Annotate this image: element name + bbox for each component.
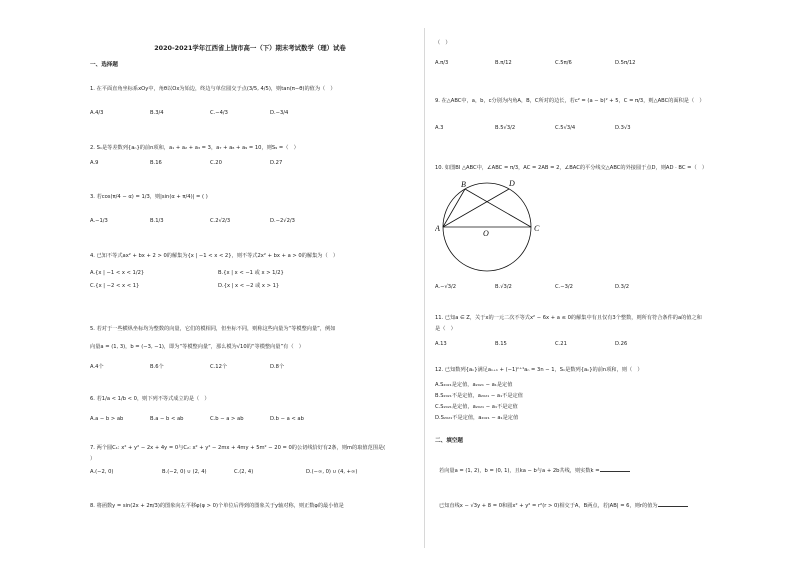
- question-9-options: [435, 125, 735, 132]
- option-c: C.−3/2: [555, 284, 573, 290]
- option-b: B.1/3: [150, 218, 164, 224]
- question-5-line-1: 5. 若对于一些横纵坐标均为整数的向量，它们的模相同，但坐标不同，则称这些向量为“等模整向量”，例如: [90, 326, 336, 332]
- option-c: C.{x | −2 < x < 1}: [90, 282, 140, 289]
- option-d: D.5π/12: [615, 60, 636, 66]
- fill-question-1-text: 若向量a = (1, 2)，b = (0, 1)，且ka − b与a + 2b共线，则实数k =: [439, 468, 600, 474]
- question-5-options: [90, 364, 390, 371]
- label-d: D: [509, 179, 515, 188]
- option-a: A.{x | −1 < x < 1/2}: [90, 270, 145, 276]
- option-a: A.4/3: [90, 110, 104, 116]
- option-a: A.(−2, 0): [90, 469, 114, 475]
- question-8-options: [435, 60, 735, 67]
- question-3: 3. 若cos(π/4 − α) = 1/3，则|sin(α + π/4)| = ( ): [90, 194, 208, 200]
- option-b: B.15: [495, 341, 507, 347]
- question-8: 8. 将函数y = sin(2x + 2π/3)的图象向左平移φ(φ > 0)个单位后得到的图象关于y轴对称，则正数φ的最小值是: [90, 503, 344, 509]
- question-10: 10. 如图BI △ABC中，∠ABC = π/3，AC = 2AB = 2，∠BAC的平分线交△ABC的外接圆于点D，则AD · BC =（ ）: [435, 165, 708, 171]
- option-d: D.{x | x < −2 或 x > 1}: [218, 282, 280, 289]
- option-a: A.S₂₀₂₁是定值，a₂₀₂₁ − a₁是定值: [435, 382, 513, 388]
- segment-ad: [443, 189, 509, 227]
- question-7: 7. 两个圆C₁: x² + y² − 2x + 4y = 0与C₂: x² + y² − 2mx + 4my + 5m² − 20 = 0的公切线恰好有2条，则m的取值范围是(: [90, 445, 386, 451]
- answer-blank: [600, 471, 630, 472]
- question-4-options: [90, 270, 350, 295]
- option-a: A.3: [435, 125, 444, 131]
- option-a: A.a − b > ab: [90, 416, 124, 422]
- option-c: C.(2, 4): [234, 469, 254, 475]
- option-b: B.{x | x < −1 或 x > 1/2}: [218, 270, 284, 276]
- question-12: 12. 已知数列{aₙ}满足aₙ₊₁ + (−1)ⁿ⁺¹aₙ = 3n − 1，Sₙ是数列{aₙ}的前n项和，则（ ）: [435, 367, 643, 373]
- fill-question-2: [439, 503, 764, 510]
- right-column: [435, 0, 760, 562]
- option-d: D.8个: [270, 364, 285, 370]
- option-a: A.−√3/2: [435, 284, 457, 290]
- option-c: C.20: [210, 160, 222, 166]
- question-1: 1. 在平面直角坐标系xOy中，角θ以Ox为始边，终边与单位圆交于点(3/5, 4/5)，则tan(π−θ)的值为（ ）: [90, 86, 336, 92]
- option-b: B.5√3/2: [495, 125, 516, 131]
- option-b: B.3/4: [150, 110, 164, 116]
- question-7-tail: ）: [90, 456, 96, 462]
- option-c: C.2√2/3: [210, 218, 231, 224]
- question-8-tail: （ ）: [435, 40, 451, 46]
- section-heading-choice: 一、选择题: [90, 62, 118, 68]
- option-d: D.−3/4: [270, 110, 289, 116]
- question-9: 9. 在△ABC中，a，b，c分别为内角A，B，C所对的边长，若c² = (a − b)² + 5，C = π/3，则△ABC的面积是（ ）: [435, 98, 705, 104]
- option-d: D.3/2: [615, 284, 629, 290]
- segment-ab: [443, 189, 465, 227]
- exam-title: 2020-2021学年江西省上饶市高一（下）期末考试数学（理）试卷: [154, 44, 346, 52]
- label-o: O: [483, 229, 489, 238]
- question-11-options: [435, 341, 735, 348]
- question-2-options: [90, 160, 390, 167]
- option-a: A.9: [90, 160, 99, 166]
- question-5-line-2: 向量a = (1, 3)，b = (−3, −1)，即为“等模整向量”，那么模为√10的“等模整向量”有（ ）: [90, 344, 304, 350]
- option-d: D.S₂₀₂₁不是定值，a₂₀₂₁ − a₁是定值: [435, 415, 519, 421]
- option-d: D.26: [615, 341, 628, 347]
- question-11-line-2: 是（ ）: [435, 326, 456, 332]
- question-6-options: [90, 416, 390, 423]
- option-d: D.3√3: [615, 125, 631, 131]
- option-b: B.S₂₀₂₁不是定值，a₂₀₂₁ − a₁不是定值: [435, 393, 523, 399]
- question-6: 6. 若1/a < 1/b < 0，则下列不等式成立的是（ ）: [90, 396, 210, 402]
- fill-question-1: [439, 468, 764, 475]
- option-d: D.27: [270, 160, 283, 166]
- question-7-options: [90, 469, 390, 476]
- left-column: [90, 0, 410, 562]
- option-a: A.4个: [90, 364, 104, 370]
- question-3-options: [90, 218, 390, 225]
- question-1-options: [90, 110, 390, 117]
- label-c: C: [534, 224, 540, 233]
- option-a: A.−1/3: [90, 218, 108, 224]
- answer-blank: [658, 506, 688, 507]
- option-b: B.√3/2: [495, 284, 512, 290]
- segment-bc: [465, 189, 531, 227]
- column-divider: [424, 28, 425, 548]
- option-b: B.(−2, 0) ∪ (2, 4): [162, 469, 207, 475]
- option-b: B.a − b < ab: [150, 416, 184, 422]
- option-b: B.16: [150, 160, 162, 166]
- question-12-options: [435, 382, 523, 426]
- question-2: 2. Sₙ是等差数列{aₙ}的前n项和，a₁ + a₂ + a₃ = 3，a₇ + a₈ + a₉ = 10，则S₉ =（ ）: [90, 145, 299, 151]
- option-c: C.−4/3: [210, 110, 228, 116]
- question-10-options: [435, 284, 735, 291]
- question-4: 4. 已知不等式ax² + bx + 2 > 0的解集为{x | −1 < x < 2}，则不等式2x² + bx + a > 0的解集为（ ）: [90, 253, 339, 259]
- option-a: A.π/3: [435, 60, 449, 66]
- option-b: B.6个: [150, 364, 164, 370]
- option-d: D.−2√2/3: [270, 218, 295, 224]
- option-b: B.π/12: [495, 60, 512, 66]
- option-d: D.b − a < ab: [270, 416, 304, 422]
- option-c: C.5√3/4: [555, 125, 576, 131]
- label-a: A: [435, 224, 440, 233]
- circle-figure: [435, 176, 545, 276]
- question-11-line-1: 11. 已知a ∈ Z，关于x的一元二次不等式x² − 6x + a ≤ 0的解集中有且仅有3个整数，则所有符合条件的a的值之和: [435, 315, 702, 321]
- option-d: D.(−∞, 0) ∪ (4, +∞): [306, 469, 358, 475]
- section-heading-fill: 二、填空题: [435, 438, 463, 444]
- option-c: C.5π/6: [555, 60, 572, 66]
- option-c: C.21: [555, 341, 567, 347]
- option-c: C.b − a > ab: [210, 416, 244, 422]
- label-b: B: [461, 180, 466, 189]
- option-c: C.S₂₀₂₁是定值，a₂₀₂₁ − a₁不是定值: [435, 404, 518, 410]
- fill-question-2-text: 已知直线x − √3y + 8 = 0和圆x² + y² = r²(r > 0)相交于A，B两点，若|AB| = 6，则r的值为: [439, 503, 658, 509]
- option-a: A.13: [435, 341, 447, 347]
- option-c: C.12个: [210, 364, 228, 370]
